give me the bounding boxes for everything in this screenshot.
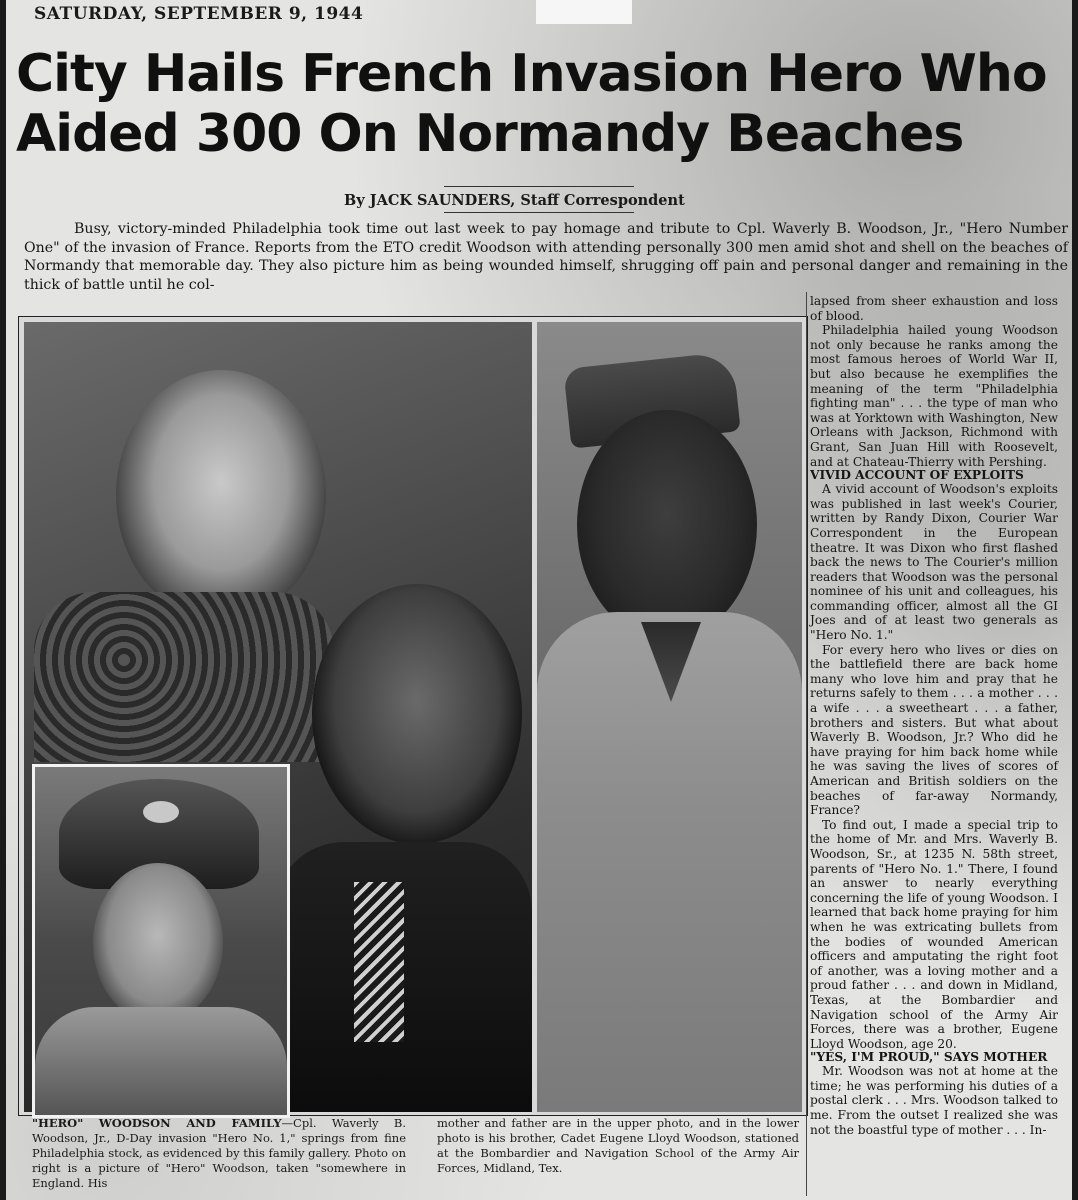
lede-paragraph: Busy, victory-minded Philadelphia took time out last week to pay homage and tribute to Cpl. Waverly B. Woodson, Jr., "Hero Number One" of the invasion of France. Reports from the ETO credit Woodson with attending personally 300 men amid shot and shell on the beaches of Normandy that memorable day. They also picture him as being wounded himself, shrugging off pain and personal danger and remaining in the thick of battle until he col- <box>24 221 1068 293</box>
column-paragraph: A vivid account of Woodson's exploits was published in last week's Courier, written by Randy Dixon, Courier War Correspondent in the European theatre. It was Dixon who first flashed back the news to The Courier's million readers that Woodson was the personal nominee of his unit and colleagues, his commanding officer, almost all the GI Joes and of at least two generals as "Hero No. 1." <box>810 482 1058 643</box>
hero-photo <box>537 322 802 1112</box>
column-subhead: VIVID ACCOUNT OF EXPLOITS <box>810 468 1024 483</box>
column-subhead: "YES, I'M PROUD," SAYS MOTHER <box>810 1050 1048 1065</box>
column-rule <box>806 292 807 1196</box>
headline: City Hails French Invasion Hero Who Aided 300 On Normandy Beaches <box>16 44 1047 164</box>
caption-heading: "HERO" WOODSON AND FAMILY <box>32 1116 282 1130</box>
photo-caption-left <box>32 1116 406 1191</box>
caption-text-left: —Cpl. Waverly B. Woodson, Jr., D-Day invasion "Hero No. 1," springs from fine Philadelphia stock, as evidenced by this family gallery. Photo on right is a picture of "Hero" Woodson, taken "somewhere in England. His <box>32 1116 406 1190</box>
cap-badge-icon <box>143 801 179 823</box>
column-paragraph: lapsed from sheer exhaustion and loss of blood. <box>810 294 1058 323</box>
father-tie <box>354 882 404 1042</box>
column-paragraph: For every hero who lives or dies on the battlefield there are back home many who love him and pray that he returns safely to them . . . a mother . . . a wife . . . a sweetheart . . . a father, brothers and sisters. But what about Waverly B. Woodson, Jr.? Who did he have praying for him back home while he was saving the lives of scores of American and British soldiers on the beaches of far-away Normandy, France? <box>810 642 1058 818</box>
column-paragraph: Mr. Woodson was not at home at the time; he was performing his duties of a postal clerk . . . Mrs. Woodson talked to me. From the outset I realized she was not the boastful type of mother . . . In- <box>810 1064 1058 1137</box>
photo-caption-right: mother and father are in the upper photo, and in the lower photo is his brother, Cadet Eugene Lloyd Woodson, stationed at the Bombardier and Navigation School of the Army Air Forces, Midland, Tex. <box>437 1116 799 1175</box>
brother-photo <box>32 764 290 1118</box>
mother-dress <box>34 592 334 762</box>
brother-portrait <box>93 863 223 1023</box>
cadet-uniform <box>35 1007 287 1115</box>
byline-prefix: By <box>344 192 365 209</box>
column-paragraph: To find out, I made a special trip to the home of Mr. and Mrs. Waverly B. Woodson, Sr., at 1235 N. 58th street, parents of "Hero No. 1." There, I found an answer to nearly everything concerning the life of young Woodson. I learned that back home praying for him when he was extricating bullets from the bodies of wounded American officers and amputating the right foot of another, was a loving mother and a proud father . . . and down in Midland, Texas, at the Bombardier and Navigation school of the Army Air Forces, there was a brother, Eugene Lloyd Woodson, age 20. <box>810 817 1058 1051</box>
column-paragraph: Philadelphia hailed young Woodson not only because he ranks among the most famous heroes of World War II, but also because he exemplifies the meaning of the term "Philadelphia fighting man" . . . the type of man who was at Yorktown with Washington, New Orleans with Jackson, Richmond with Grant, San Juan Hill with Roosevelt, and at Chateau-Thierry with Pershing. <box>810 323 1058 469</box>
byline-author: JACK SAUNDERS, <box>369 192 516 209</box>
mother-portrait <box>116 370 326 620</box>
byline <box>344 192 685 209</box>
byline-rule-top <box>444 186 634 187</box>
article-column <box>810 294 1058 1137</box>
paper-edge <box>536 0 632 24</box>
father-portrait <box>312 584 522 844</box>
byline-role: Staff Correspondent <box>520 192 685 209</box>
woodson-portrait <box>577 410 757 640</box>
dateline: SATURDAY, SEPTEMBER 9, 1944 <box>34 4 364 24</box>
byline-rule-bottom <box>444 212 634 213</box>
